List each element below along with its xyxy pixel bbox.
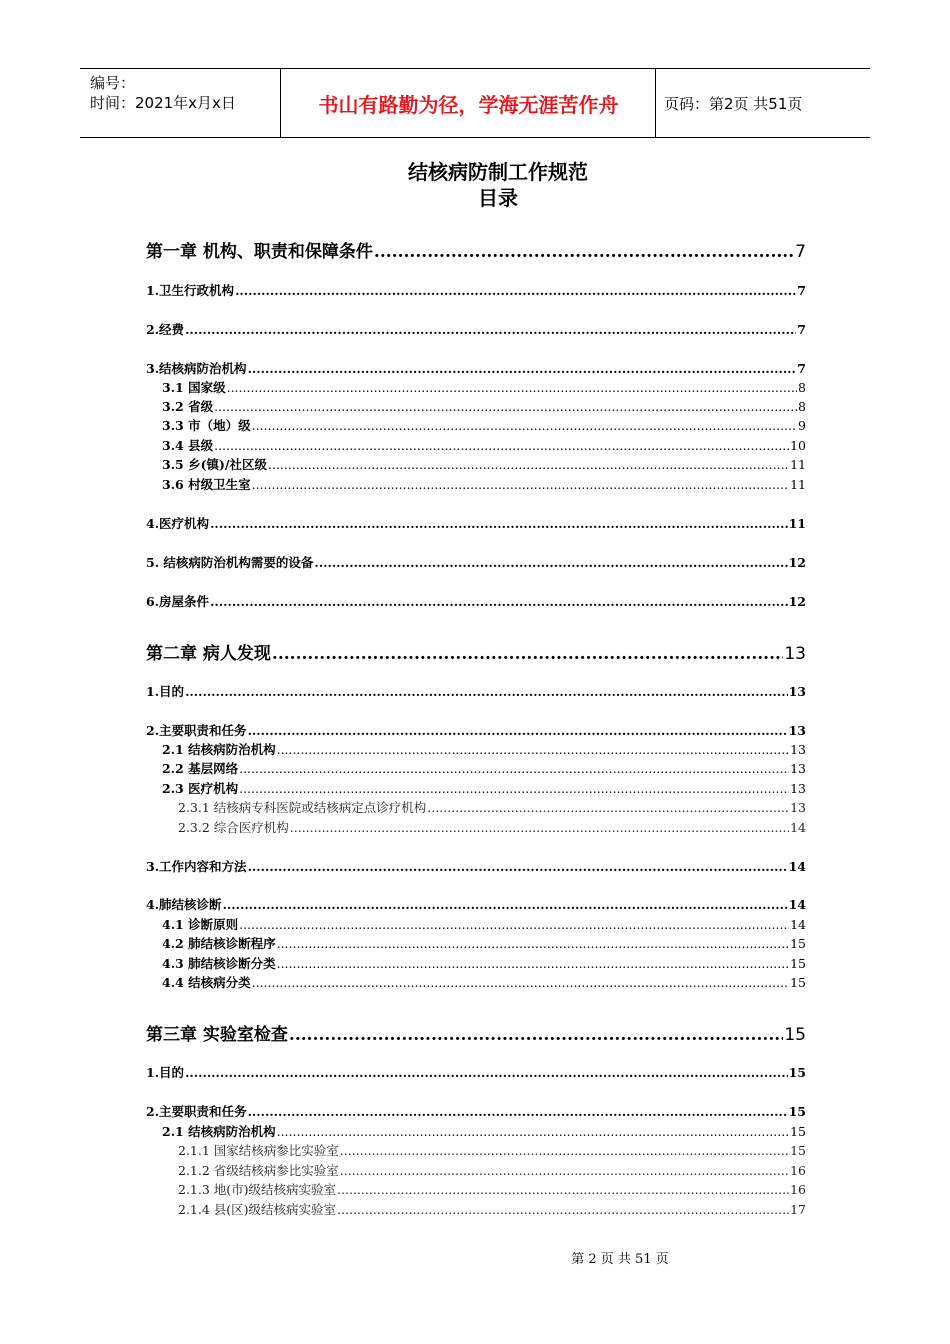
toc-entry[interactable]: 4.4 结核病分类 ..... 15 <box>162 973 806 991</box>
toc-entry[interactable]: 2.1.2 省级结核病参比实验室 ..... 16 <box>178 1161 806 1179</box>
toc-entry[interactable]: 2.1.1 国家结核病参比实验室 ..... 15 <box>178 1141 806 1159</box>
toc-entry[interactable]: 第二章 病人发现 ..... 13 <box>146 639 806 664</box>
toc-entry[interactable]: 4.医疗机构 ..... 11 <box>146 514 806 532</box>
toc-entry[interactable]: 4.肺结核诊断 ..... 14 <box>146 895 806 913</box>
toc-entry[interactable]: 2.1 结核病防治机构 ..... 15 <box>162 1122 806 1140</box>
toc-entry[interactable]: 3.1 国家级 ..... 8 <box>162 378 806 396</box>
toc-entry[interactable]: 2.主要职责和任务 ..... 13 <box>146 721 806 739</box>
toc-entry[interactable]: 2.2 基层网络 ..... 13 <box>162 759 806 777</box>
header-meta <box>90 73 236 113</box>
toc-entry[interactable]: 1.目的 ..... 15 <box>146 1063 806 1081</box>
toc-entry[interactable]: 2.1.3 地(市)级结核病实验室 ..... 16 <box>178 1180 806 1198</box>
toc-entry[interactable]: 2.3.2 综合医疗机构 ..... 14 <box>178 818 806 836</box>
toc-entry[interactable]: 3.5 乡(镇)/社区级 ..... 11 <box>162 455 806 473</box>
toc-entry[interactable]: 4.2 肺结核诊断程序 ..... 15 <box>162 934 806 952</box>
toc-entry[interactable]: 5. 结核病防治机构需要的设备 ..... 12 <box>146 553 806 571</box>
toc-entry[interactable]: 2.经费 ..... 7 <box>146 320 806 338</box>
toc-entry[interactable]: 4.3 肺结核诊断分类 ..... 15 <box>162 954 806 972</box>
time-label: 时间：2021年x月x日 <box>90 94 236 112</box>
toc-entry[interactable]: 2.1 结核病防治机构 ..... 13 <box>162 740 806 758</box>
toc-entry[interactable]: 3.结核病防治机构 ..... 7 <box>146 359 806 377</box>
header-motto: 书山有路勤为径，学海无涯苦作舟 <box>318 92 619 117</box>
toc-entry[interactable]: 4.1 诊断原则 ..... 14 <box>162 915 806 933</box>
toc-entry[interactable]: 3.工作内容和方法 ..... 14 <box>146 857 806 875</box>
toc-entry[interactable]: 2.3 医疗机构 ..... 13 <box>162 779 806 797</box>
page-footer: 第 2 页 共 51 页 <box>571 1252 669 1267</box>
doc-title: 结核病防制工作规范 <box>408 160 588 184</box>
toc-entry[interactable]: 第三章 实验室检查 ..... 15 <box>146 1020 806 1045</box>
toc-entry[interactable]: 3.6 村级卫生室 ..... 11 <box>162 475 806 493</box>
toc-title: 目录 <box>478 186 518 210</box>
page-header <box>80 68 870 138</box>
toc-entry[interactable]: 1.卫生行政机构 ..... 7 <box>146 281 806 299</box>
toc-entry[interactable]: 2.主要职责和任务 ..... 15 <box>146 1102 806 1120</box>
number-label: 编号： <box>90 74 136 92</box>
header-page-info: 页码：第2页 共51页 <box>664 94 803 113</box>
toc-entry[interactable]: 3.4 县级 ..... 10 <box>162 436 806 454</box>
toc-entry[interactable]: 6.房屋条件 ..... 12 <box>146 592 806 610</box>
toc-entry[interactable]: 2.3.1 结核病专科医院或结核病定点诊疗机构 ..... 13 <box>178 798 806 816</box>
toc-entry[interactable]: 3.2 省级 ..... 8 <box>162 397 806 415</box>
toc-entry[interactable]: 1.目的 ..... 13 <box>146 682 806 700</box>
toc-entry[interactable]: 3.3 市（地）级 ..... 9 <box>162 416 806 434</box>
toc-entry[interactable]: 第一章 机构、职责和保障条件 ..... 7 <box>146 237 806 262</box>
toc-entry[interactable]: 2.1.4 县(区)级结核病实验室 ..... 17 <box>178 1200 806 1218</box>
